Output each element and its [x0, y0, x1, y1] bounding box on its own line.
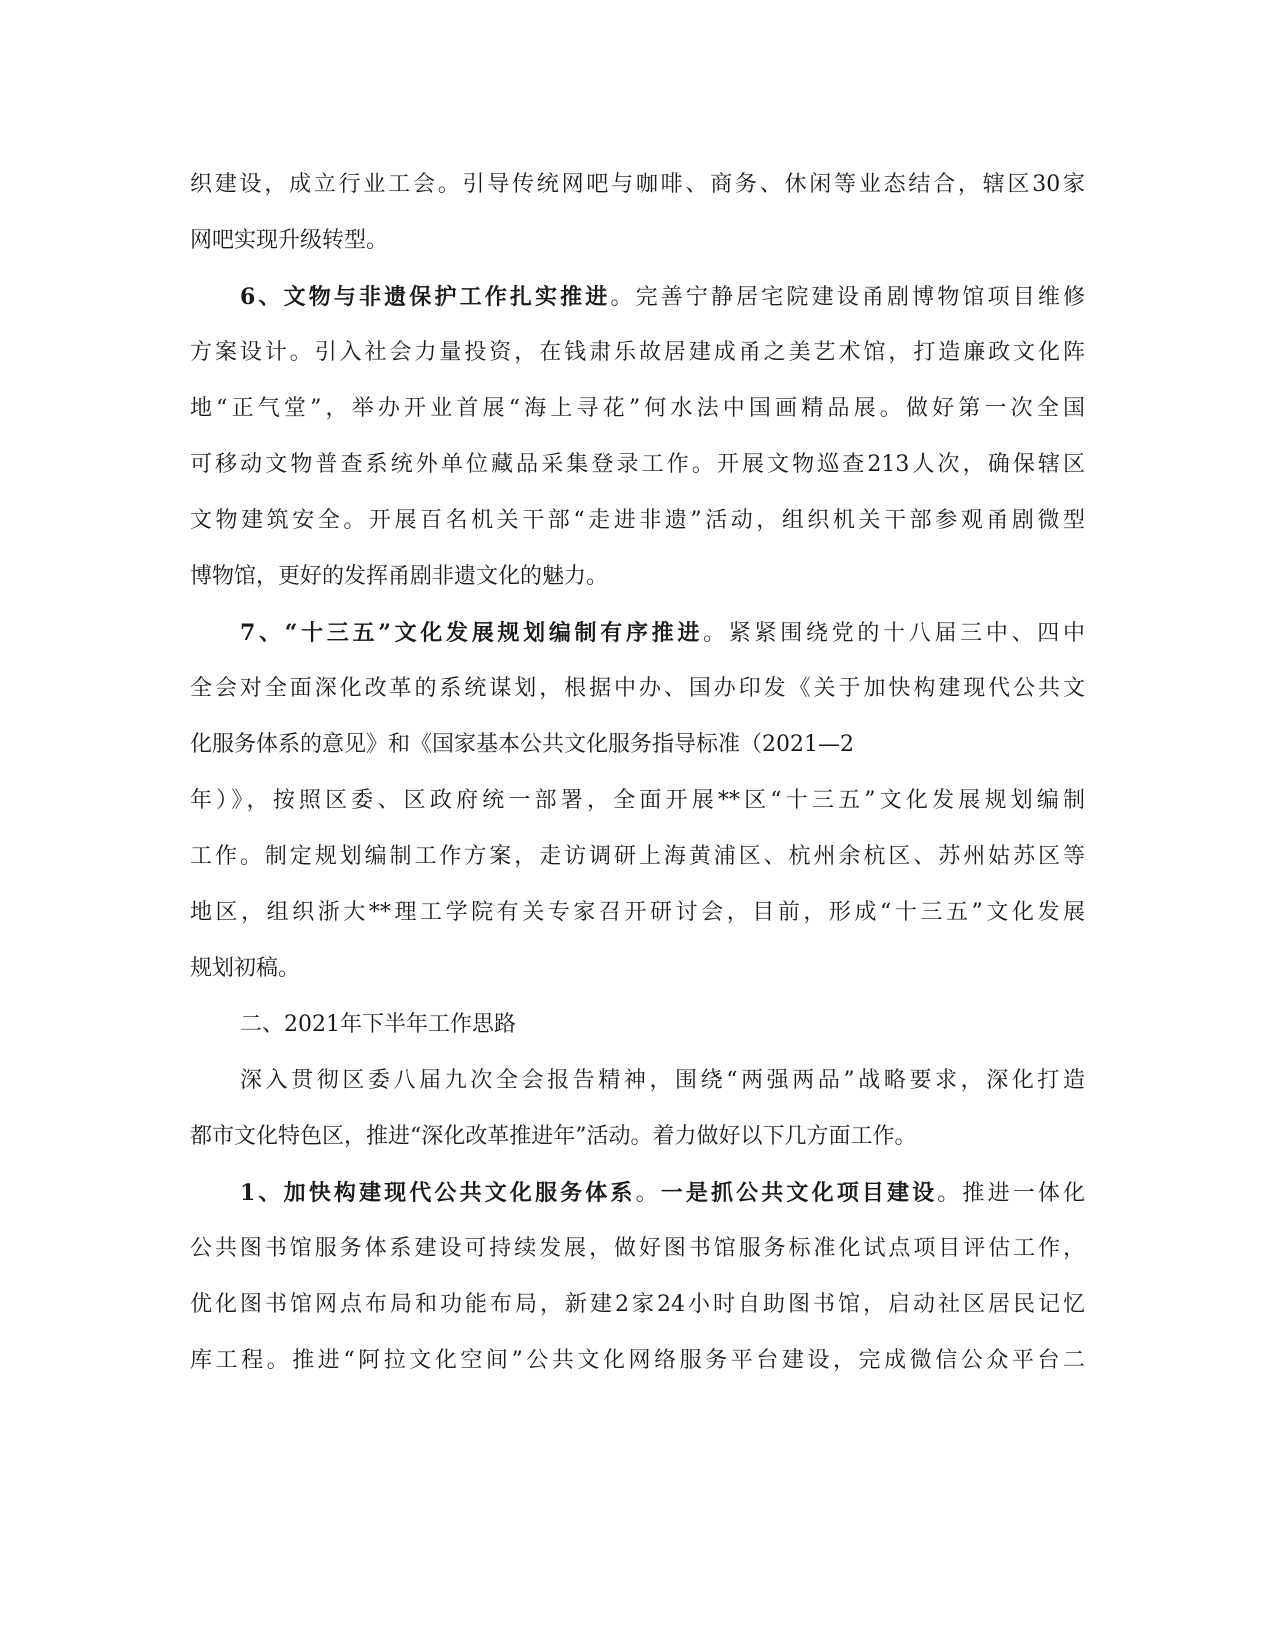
paragraph-text: 。紧紧围绕党的十八届三中、四中 — [703, 621, 1085, 646]
paragraph-line: 织建设，成立行业工会。引导传统网吧与咖啡、商务、休闲等业态结合，辖区30家 — [190, 172, 1085, 197]
paragraph-line: 博物馆，更好的发挥甬剧非遗文化的魅力。 — [190, 564, 609, 589]
paragraph-line: 地“正气堂”，举办开业首展“海上寻花”何水法中国画精品展。做好第一次全国 — [190, 396, 1085, 421]
section-heading: 6、文物与非遗保护工作扎实推进 — [240, 284, 611, 310]
paragraph-line: 网吧实现升级转型。 — [190, 228, 389, 253]
paragraph-line: 库工程。推进“阿拉文化空间”公共文化网络服务平台建设，完成微信公众平台二 — [190, 1348, 1085, 1373]
subsection-heading: 一是抓公共文化项目建设 — [660, 1180, 938, 1206]
paragraph-line: 文物建筑安全。开展百名机关干部“走进非遗”活动，组织机关干部参观甬剧微型 — [190, 508, 1085, 533]
chapter-heading: 二、2021年下半年工作思路 — [240, 1012, 516, 1037]
paragraph-text: 。 — [635, 1181, 661, 1206]
paragraph-line: 都市文化特色区，推进“深化改革推进年”活动。着力做好以下几方面工作。 — [190, 1124, 917, 1149]
section-heading-line — [240, 283, 1085, 311]
paragraph-line: 公共图书馆服务体系建设可持续发展，做好图书馆服务标准化试点项目评估工作， — [190, 1236, 1085, 1261]
paragraph-text: 。推进一体化 — [937, 1181, 1085, 1206]
paragraph-line: 优化图书馆网点布局和功能布局，新建2家24小时自助图书馆，启动社区居民记忆 — [190, 1292, 1085, 1317]
section-heading-line — [240, 619, 1085, 647]
paragraph-line: 规划初稿。 — [190, 956, 301, 981]
paragraph-line: 方案设计。引入社会力量投资，在钱肃乐故居建成甬之美艺术馆，打造廉政文化阵 — [190, 340, 1085, 365]
paragraph-line: 地区，组织浙大**理工学院有关专家召开研讨会，目前，形成“十三五”文化发展 — [190, 900, 1085, 925]
paragraph-line: 深入贯彻区委八届九次全会报告精神，围绕“两强两品”战略要求，深化打造 — [240, 1068, 1085, 1093]
paragraph-text: 。完善宁静居宅院建设甬剧博物馆项目维修 — [610, 285, 1085, 310]
section-heading: 1、加快构建现代公共文化服务体系 — [240, 1180, 636, 1206]
paragraph-line: 年）》，按照区委、区政府统一部署，全面开展**区“十三五”文化发展规划编制 — [190, 788, 1085, 813]
paragraph-line: 工作。制定规划编制工作方案，走访调研上海黄浦区、杭州余杭区、苏州姑苏区等 — [190, 844, 1085, 869]
section-heading-line — [240, 1179, 1085, 1207]
section-heading: 7、“十三五”文化发展规划编制有序推进 — [240, 620, 704, 646]
paragraph-line: 可移动文物普查系统外单位藏品采集登录工作。开展文物巡查213人次，确保辖区 — [190, 452, 1085, 477]
paragraph-line: 化服务体系的意见》和《国家基本公共文化服务指导标准（2021—2 — [190, 732, 854, 757]
paragraph-line: 全会对全面深化改革的系统谋划，根据中办、国办印发《关于加快构建现代公共文 — [190, 676, 1085, 701]
